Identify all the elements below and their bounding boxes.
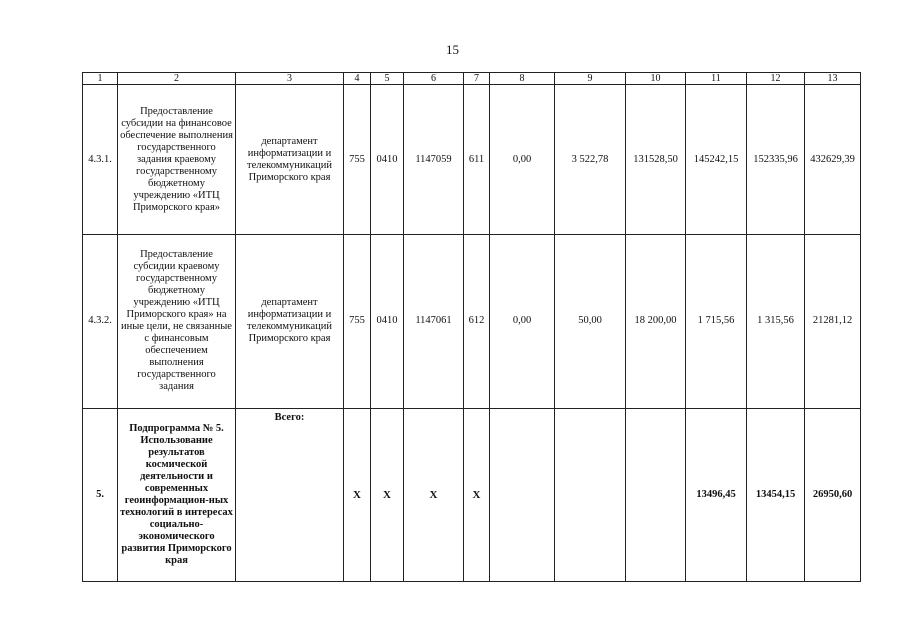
column-header: 3 [236, 73, 344, 85]
column-header: 7 [464, 73, 490, 85]
grbs-cell: 755 [344, 85, 371, 235]
rzpr-cell: 0410 [371, 85, 404, 235]
vr-cell: 611 [464, 85, 490, 235]
value-cell: 152335,96 [747, 85, 805, 235]
value-cell: 18 200,00 [626, 235, 686, 408]
value-cell: 13454,15 [747, 408, 805, 581]
column-header: 2 [118, 73, 236, 85]
rzpr-cell: X [371, 408, 404, 581]
column-number-row [83, 73, 861, 85]
row-number: 4.3.2. [83, 235, 118, 408]
column-header: 13 [805, 73, 861, 85]
column-header: 1 [83, 73, 118, 85]
measure-name: Предоставление субсидии краевому государственному бюджетному учреждению «ИТЦ Приморского края» на иные цели, не связанные с финансовым обеспечением выполнения государственного задания [118, 235, 236, 408]
measure-name: Предоставление субсидии на финансовое обеспечение выполнения государственного задания краевому государственному бюджетному учреждению «ИТЦ Приморского края» [118, 85, 236, 235]
value-cell: 21281,12 [805, 235, 861, 408]
subprogram-name: Подпрограмма № 5. Использование результатов космической деятельности и современных геоинформацион-ных технологий в интересах социально-экономического развития Приморского края [118, 408, 236, 581]
row-number: 5. [83, 408, 118, 581]
grbs-cell: X [344, 408, 371, 581]
page-number: 15 [446, 42, 459, 57]
value-cell: 3 522,78 [555, 85, 626, 235]
value-cell: 145242,15 [686, 85, 747, 235]
rzpr-cell: 0410 [371, 235, 404, 408]
column-header: 5 [371, 73, 404, 85]
column-header: 10 [626, 73, 686, 85]
value-cell: 0,00 [490, 85, 555, 235]
column-header: 12 [747, 73, 805, 85]
value-cell [555, 408, 626, 581]
csr-cell: 1147061 [404, 235, 464, 408]
value-cell: 131528,50 [626, 85, 686, 235]
value-cell: 13496,45 [686, 408, 747, 581]
value-cell: 432629,39 [805, 85, 861, 235]
executor-cell: департамент информатизации и телекоммуникаций Приморского края [236, 235, 344, 408]
executor-cell: департамент информатизации и телекоммуникаций Приморского края [236, 85, 344, 235]
value-cell: 1 315,56 [747, 235, 805, 408]
budget-table [82, 72, 861, 582]
value-cell: 26950,60 [805, 408, 861, 581]
csr-cell: X [404, 408, 464, 581]
value-cell [490, 408, 555, 581]
table-row [83, 85, 861, 235]
column-header: 6 [404, 73, 464, 85]
column-header: 4 [344, 73, 371, 85]
csr-cell: 1147059 [404, 85, 464, 235]
row-number: 4.3.1. [83, 85, 118, 235]
column-header: 9 [555, 73, 626, 85]
total-label: Всего: [236, 408, 344, 581]
column-header: 11 [686, 73, 747, 85]
table-row [83, 235, 861, 408]
value-cell: 0,00 [490, 235, 555, 408]
grbs-cell: 755 [344, 235, 371, 408]
vr-cell: X [464, 408, 490, 581]
table-row [83, 408, 861, 581]
value-cell: 50,00 [555, 235, 626, 408]
value-cell: 1 715,56 [686, 235, 747, 408]
vr-cell: 612 [464, 235, 490, 408]
column-header: 8 [490, 73, 555, 85]
value-cell [626, 408, 686, 581]
